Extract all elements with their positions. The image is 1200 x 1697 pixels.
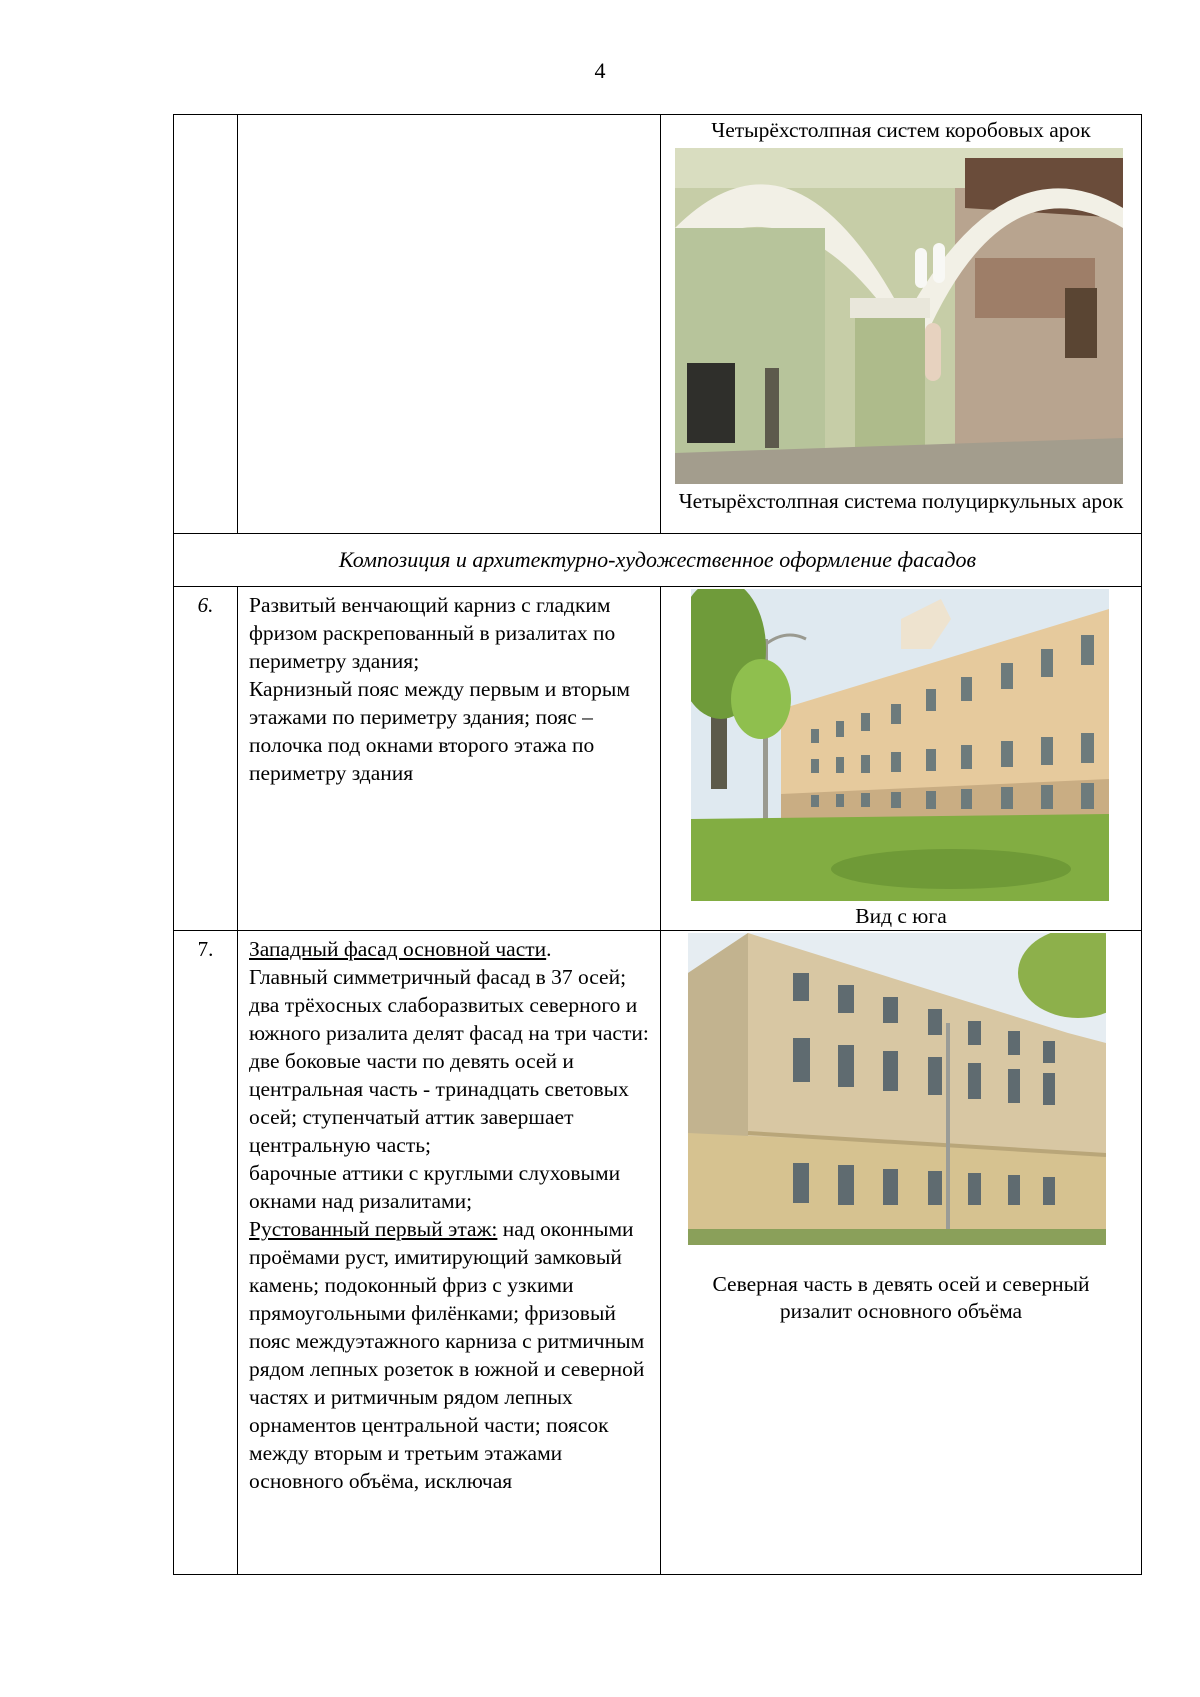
row-7-description: [238, 931, 661, 1575]
heritage-table: [173, 114, 1142, 1575]
north-facade-photo: [688, 933, 1106, 1245]
row-6-line-1: Развитый венчающий карниз с гладким фризом раскрепованный в ризалитах по периметру здания;: [249, 593, 616, 673]
photo-caption-bottom: Четырёхстолпная система полуциркульных арок: [678, 489, 1124, 513]
photo-caption-6: Вид с юга: [855, 904, 947, 928]
interior-arches-photo: [675, 148, 1123, 484]
south-facade-photo: [691, 589, 1109, 901]
table-row-6: [174, 587, 1142, 931]
row-number-6: 6.: [174, 587, 238, 931]
row-7-heading-dot: .: [546, 937, 552, 961]
row-7-text-1: Главный симметричный фасад в 37 осей; два трёхосных слаборазвитых северного и южного ризалита делят фасад на три части: две боковые части по девять осей и центральная часть - тринадцать световых осей; ступенчатый аттик завершает центральную часть;: [249, 965, 649, 1157]
photo-cell-arches: [661, 115, 1142, 534]
row-6-description: [238, 587, 661, 931]
page-number: 4: [594, 58, 606, 83]
photo-caption-top: Четырёхстолпная систем коробовых арок: [711, 118, 1091, 142]
section-title: Композиция и архитектурно-художественное оформление фасадов: [174, 534, 1142, 587]
photo-caption-7: Северная часть в девять осей и северный ризалит основного объёма: [712, 1272, 1090, 1323]
table-row-7: [174, 931, 1142, 1575]
row-number-7: 7.: [174, 931, 238, 1575]
table-row-arches: [174, 115, 1142, 534]
row-7-paragraph-2: [249, 1215, 652, 1495]
description-cell-empty: [238, 115, 661, 534]
section-row: [174, 534, 1142, 587]
row-7-heading: Западный фасад основной части: [249, 937, 547, 961]
row-7-paragraph: [249, 935, 652, 963]
number-cell-empty: [174, 115, 238, 534]
row-7-text-2: барочные аттики с круглыми слуховыми окнами над ризалитами;: [249, 1161, 621, 1213]
row-6-line-2: Карнизный пояс между первым и вторым этажами по периметру здания; пояс – полочка под окнами второго этажа по периметру здания: [249, 677, 630, 785]
photo-cell-6: [661, 587, 1142, 931]
row-7-sub-heading: Рустованный первый этаж:: [249, 1217, 498, 1241]
photo-cell-7: [661, 931, 1142, 1575]
row-7-text-3: над оконными проёмами руст, имитирующий замковый камень; подоконный фриз с узкими прямоугольными филёнками; фризовый пояс междуэтажного карниза с ритмичным рядом лепных розеток в южной и северной частях и ритмичным рядом лепных орнаментов центральной части; поясок между вторым и третьим этажами основного объёма, исключая: [249, 1217, 645, 1493]
